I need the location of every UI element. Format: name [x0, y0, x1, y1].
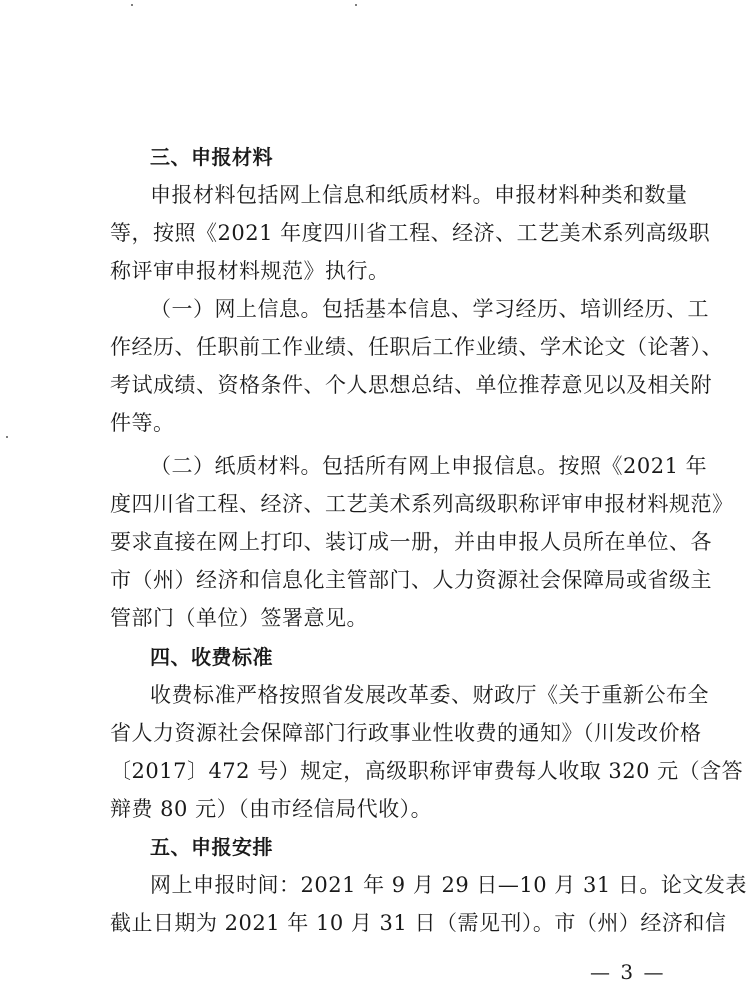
paragraph-line: 申报材料包括网上信息和纸质材料。申报材料种类和数量: [150, 183, 688, 207]
paragraph-line: 考试成绩、资格条件、个人思想总结、单位推荐意见以及相关附: [110, 373, 712, 397]
paragraph-line: （一）网上信息。包括基本信息、学习经历、培训经历、工: [150, 297, 709, 321]
paragraph-line: 市（州）经济和信息化主管部门、人力资源社会保障局或省级主: [110, 568, 712, 592]
paragraph-line: 网上申报时间：2021 年 9 月 29 日—10 月 31 日。论文发表: [150, 873, 747, 897]
paragraph-line: 件等。: [110, 411, 175, 435]
paragraph-line: 辩费 80 元）（由市经信局代收）。: [110, 797, 433, 821]
section-heading: 三、申报材料: [150, 145, 273, 169]
paragraph-line: 管部门（单位）签署意见。: [110, 606, 368, 630]
paragraph-line: 作经历、任职前工作业绩、任职后工作业绩、学术论文（论著）、: [110, 335, 723, 359]
page-number: — 3 —: [590, 960, 666, 984]
paragraph-line: 称评审申报材料规范》执行。: [110, 259, 390, 283]
paragraph-line: 〔2017〕472 号）规定，高级职称评审费每人收取 320 元（含答: [110, 759, 744, 783]
section-heading: 五、申报安排: [150, 835, 273, 859]
scan-speck: [131, 4, 133, 6]
paragraph-line: 省人力资源社会保障部门行政事业性收费的通知》（川发改价格: [110, 721, 702, 745]
paragraph-line: 度四川省工程、经济、工艺美术系列高级职称评审申报材料规范》: [110, 492, 734, 516]
paragraph-line: （二）纸质材料。包括所有网上申报信息。按照《2021 年: [150, 454, 708, 478]
section-heading: 四、收费标准: [150, 645, 273, 669]
paragraph-line: 要求直接在网上打印、装订成一册，并由申报人员所在单位、各: [110, 530, 712, 554]
paragraph-line: 等，按照《2021 年度四川省工程、经济、工艺美术系列高级职: [110, 221, 711, 245]
paragraph-line: 收费标准严格按照省发展改革委、财政厅《关于重新公布全: [150, 683, 709, 707]
paragraph-line: 截止日期为 2021 年 10 月 31 日（需见刊）。市（州）经济和信: [110, 911, 727, 935]
scan-speck: [355, 4, 357, 6]
scan-speck: [6, 436, 8, 438]
